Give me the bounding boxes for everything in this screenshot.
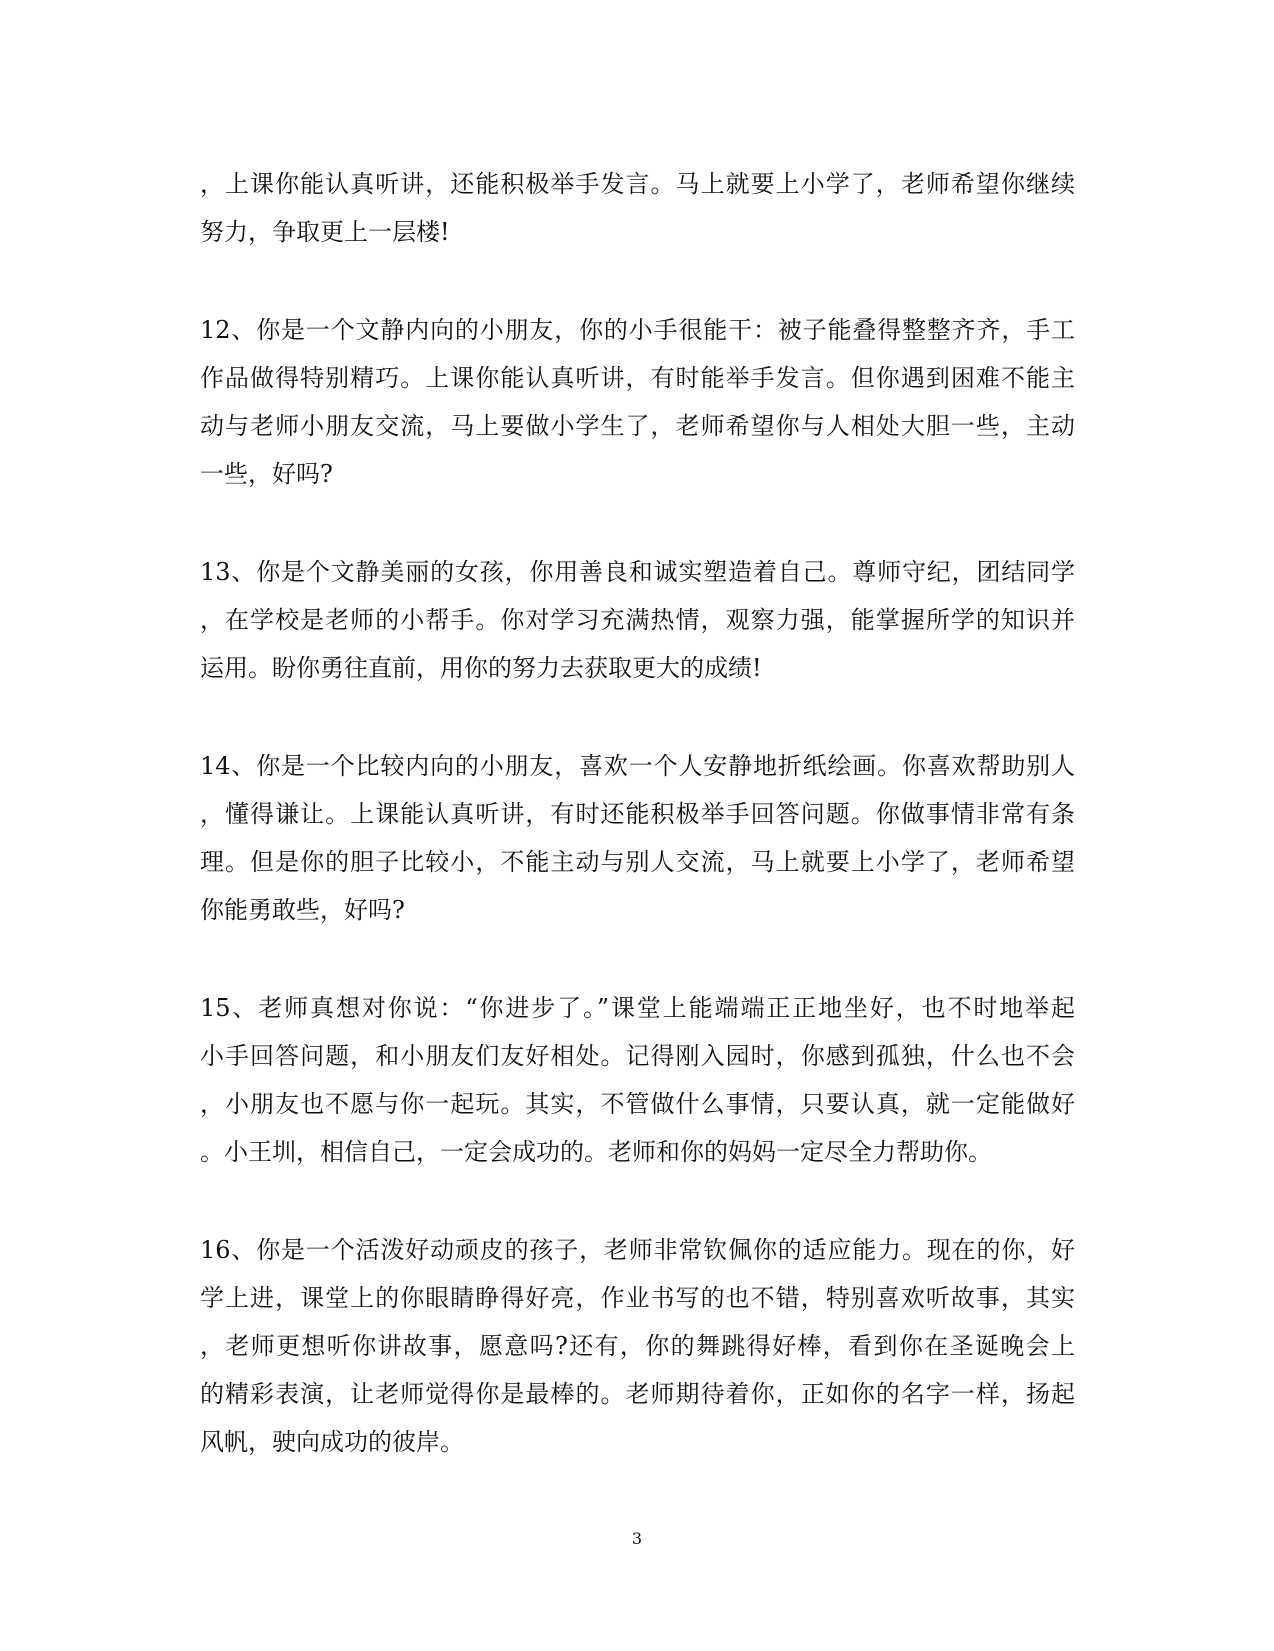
text-line: 一些，好吗? [200, 460, 333, 488]
text-line: 13、你是个文静美丽的女孩，你用善良和诚实塑造着自己。尊师守纪，团结同学 [200, 558, 1075, 586]
text-line: 理。但是你的胆子比较小，不能主动与别人交流，马上就要上小学了，老师希望 [200, 848, 1075, 876]
text-line: 你能勇敢些，好吗? [200, 896, 405, 924]
text-line: 动与老师小朋友交流，马上要做小学生了，老师希望你与人相处大胆一些，主动 [200, 412, 1075, 440]
text-line: 作品做得特别精巧。上课你能认真听讲，有时能举手发言。但你遇到困难不能主 [200, 364, 1075, 392]
text-line: ，上课你能认真听讲，还能积极举手发言。马上就要上小学了，老师希望你继续 [200, 170, 1075, 198]
text-line: 。小王圳，相信自己，一定会成功的。老师和你的妈妈一定尽全力帮助你。 [200, 1138, 992, 1166]
paragraph-16 [200, 1226, 1075, 1466]
text-line: 小手回答问题，和小朋友们友好相处。记得刚入园时，你感到孤独，什么也不会 [200, 1042, 1075, 1070]
text-line: 努力，争取更上一层楼! [200, 218, 450, 246]
paragraph-12 [200, 306, 1075, 498]
text-line: 的精彩表演，让老师觉得你是最棒的。老师期待着你，正如你的名字一样，扬起 [200, 1380, 1075, 1408]
text-line: ，老师更想听你讲故事，愿意吗?还有，你的舞跳得好棒，看到你在圣诞晚会上 [200, 1332, 1075, 1360]
paragraph-15 [200, 984, 1075, 1176]
text-line: ，懂得谦让。上课能认真听讲，有时还能积极举手回答问题。你做事情非常有条 [200, 800, 1075, 828]
page-number: 3 [631, 1529, 643, 1548]
text-line: 14、你是一个比较内向的小朋友，喜欢一个人安静地折纸绘画。你喜欢帮助别人 [200, 752, 1075, 780]
text-line: 风帆，驶向成功的彼岸。 [200, 1428, 464, 1456]
text-line: 16、你是一个活泼好动顽皮的孩子，老师非常钦佩你的适应能力。现在的你，好 [200, 1236, 1075, 1264]
paragraph-14 [200, 742, 1075, 934]
text-line: 15、老师真想对你说：“你进步了。”课堂上能端端正正地坐好，也不时地举起 [200, 994, 1075, 1022]
text-line: 12、你是一个文静内向的小朋友，你的小手很能干：被子能叠得整整齐齐，手工 [200, 316, 1075, 344]
paragraph-continued [200, 160, 1075, 256]
text-line: ，在学校是老师的小帮手。你对学习充满热情，观察力强，能掌握所学的知识并 [200, 606, 1075, 634]
text-line: 学上进，课堂上的你眼睛睁得好亮，作业书写的也不错，特别喜欢听故事，其实 [200, 1284, 1075, 1312]
text-line: 运用。盼你勇往直前，用你的努力去获取更大的成绩! [200, 654, 762, 682]
text-line: ，小朋友也不愿与你一起玩。其实，不管做什么事情，只要认真，就一定能做好 [200, 1090, 1075, 1118]
document-body [200, 160, 1075, 1516]
paragraph-13 [200, 548, 1075, 692]
